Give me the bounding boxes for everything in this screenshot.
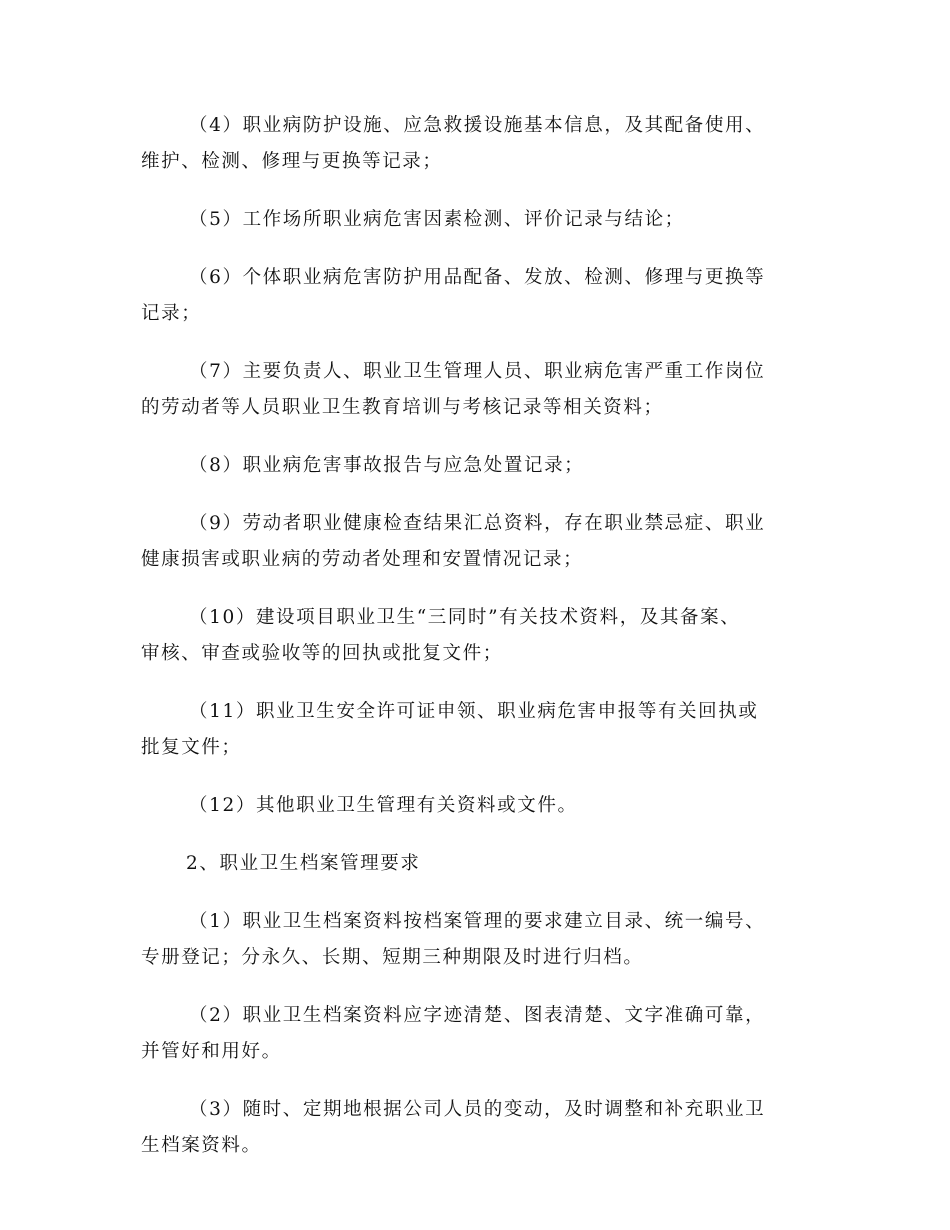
list-item-10 xyxy=(141,600,811,672)
list-item-9-line-1: （9）劳动者职业健康检查结果汇总资料，存在职业禁忌症、职业 xyxy=(189,513,766,534)
requirement-3-line-2: 生档案资料。 xyxy=(141,1135,262,1156)
list-item-11 xyxy=(141,694,811,766)
list-item-5 xyxy=(141,202,811,238)
list-item-11-line-1: （11）职业卫生安全许可证申领、职业病危害申报等有关回执或 xyxy=(189,701,759,722)
list-item-6-line-1: （6）个体职业病危害防护用品配备、发放、检测、修理与更换等 xyxy=(189,267,766,288)
section-heading-text: 2、职业卫生档案管理要求 xyxy=(186,853,421,874)
list-item-5-line-1: （5）工作场所职业病危害因素检测、评价记录与结论； xyxy=(189,209,685,230)
list-item-4-line-2: 维护、检测、修理与更换等记录； xyxy=(141,151,443,172)
document-body xyxy=(141,108,811,1186)
list-item-9-line-2: 健康损害或职业病的劳动者处理和安置情况记录； xyxy=(141,549,584,570)
requirement-2-line-1: （2）职业卫生档案资料应字迹清楚、图表清楚、文字准确可靠， xyxy=(189,1005,766,1026)
requirement-3 xyxy=(141,1092,811,1164)
list-item-4 xyxy=(141,108,811,180)
requirement-2 xyxy=(141,998,811,1070)
list-item-6 xyxy=(141,260,811,332)
list-item-7-line-2: 的劳动者等人员职业卫生教育培训与考核记录等相关资料； xyxy=(141,397,664,418)
list-item-4-line-1: （4）职业病防护设施、应急救援设施基本信息，及其配备使用、 xyxy=(189,115,766,136)
list-item-10-line-1: （10）建设项目职业卫生“三同时”有关技术资料，及其备案、 xyxy=(189,607,741,628)
list-item-10-line-2: 审核、审查或验收等的回执或批复文件； xyxy=(141,643,503,664)
list-item-8-line-1: （8）职业病危害事故报告与应急处置记录； xyxy=(189,455,585,476)
requirement-1-line-2: 专册登记；分永久、长期、短期三种期限及时进行归档。 xyxy=(141,947,644,968)
requirement-1 xyxy=(141,904,811,976)
list-item-9 xyxy=(141,506,811,578)
requirement-3-line-1: （3）随时、定期地根据公司人员的变动，及时调整和补充职业卫 xyxy=(189,1099,766,1120)
section-heading xyxy=(141,846,811,882)
list-item-11-line-2: 批复文件； xyxy=(141,737,242,758)
list-item-12 xyxy=(141,788,811,824)
list-item-6-line-2: 记录； xyxy=(141,303,202,324)
list-item-8 xyxy=(141,448,811,484)
requirement-1-line-1: （1）职业卫生档案资料按档案管理的要求建立目录、统一编号、 xyxy=(189,911,766,932)
list-item-7-line-1: （7）主要负责人、职业卫生管理人员、职业病危害严重工作岗位 xyxy=(189,361,766,382)
list-item-12-line-1: （12）其他职业卫生管理有关资料或文件。 xyxy=(189,795,578,816)
requirement-2-line-2: 并管好和用好。 xyxy=(141,1041,282,1062)
list-item-7 xyxy=(141,354,811,426)
